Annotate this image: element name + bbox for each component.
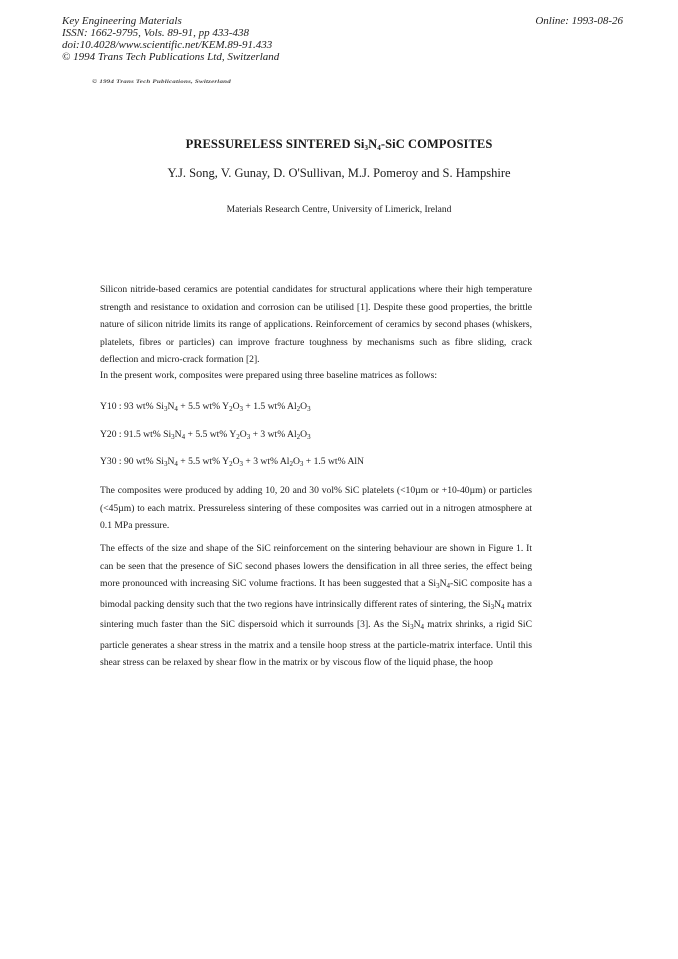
affiliation: Materials Research Centre, University of Limerick, Ireland (226, 205, 452, 215)
paragraph-sintering: The effects of the size and shape of the SiC reinforcement on the sintering behaviour are shown in Figure 1. It can be seen that the presence of SiC second phases lowers the densification in all three series, the effect being more pronounced with increasing SiC volume fractions. It has been suggested that a $Si_3N_4$-SiC composite has a bimodal packing density such that the two regions have intrinsically different rates of sintering, the $Si_3N_4$ matrix sintering much faster than the SiC dispersoid which it surrounds [3]. As the $Si_3N_4$ matrix shrinks, a rigid SiC particle generates a shear stress in the matrix and a tensile hoop stress at the particle-matrix interface. Until this shear stress can be relaxed by shear flow in the matrix or by viscous flow of the liquid phase, the hoop (100, 543, 532, 668)
journal-name: Key Engineering Materials (62, 15, 182, 27)
paragraph-intro: Silicon nitride-based ceramics are potential candidates for structural applications where their high temperature strength and resistance to oxidation and corrosion can be utilised [1]. Despite these good properties, the brittle nature of silicon nitride limits its range of applications. Reinforcement of ceramics by second phases (whiskers, platelets, fibres or particles) can improve fracture toughness by mechanisms such as fibre sliding, crack deflection and micro-crack formation [2]. (100, 284, 532, 365)
doi-line: doi:10.4028/www.scientific.net/KEM.89-91.433 (62, 39, 273, 51)
matrix-y30: Y30 : 90 wt% $Si_3N_4 + 5.5$ wt% $Y_2O_3 + 3$ wt% $Al_2O_3 + 1.5$ wt% AlN (100, 456, 364, 468)
author-list: Y.J. Song, V. Gunay, D. O'Sullivan, M.J. Pomeroy and S. Hampshire (167, 166, 511, 180)
online-date: Online: 1993-08-26 (535, 15, 623, 27)
copyright-line: © 1994 Trans Tech Publications Ltd, Switzerland (62, 51, 280, 63)
paragraph-matrices: In the present work, composites were prepared using three baseline matrices as follows: (100, 370, 438, 381)
issn-line: ISSN: 1662-9795, Vols. 89-91, pp 433-438 (62, 27, 249, 39)
publisher-stamp: © 1994 Trans Tech Publications, Switzerland (92, 79, 231, 85)
matrix-y10: Y10 : 93 wt% $Si_3N_4 + 5.5$ wt% $Y_2O_3 + 1.5$ wt% $Al_2O_3$ (100, 401, 311, 413)
paper-title: PRESSURELESS SINTERED $Si_3N_4$-SiC COMPOSITES (185, 137, 493, 152)
matrix-y20: Y20 : 91.5 wt% $Si_3N_4 + 5.5$ wt% $Y_2O_3 + 3$ wt% $Al_2O_3$ (100, 429, 311, 441)
journal-header (62, 15, 279, 63)
paragraph-composites: The composites were produced by adding 10, 20 and 30 vol% SiC platelets (<10µm or +10-40µm) or particles (<45µm) to each matrix. Pressureless sintering of these composites was carried out in a nitrogen atmosphere at 0.1 MPa pressure. (100, 485, 532, 531)
